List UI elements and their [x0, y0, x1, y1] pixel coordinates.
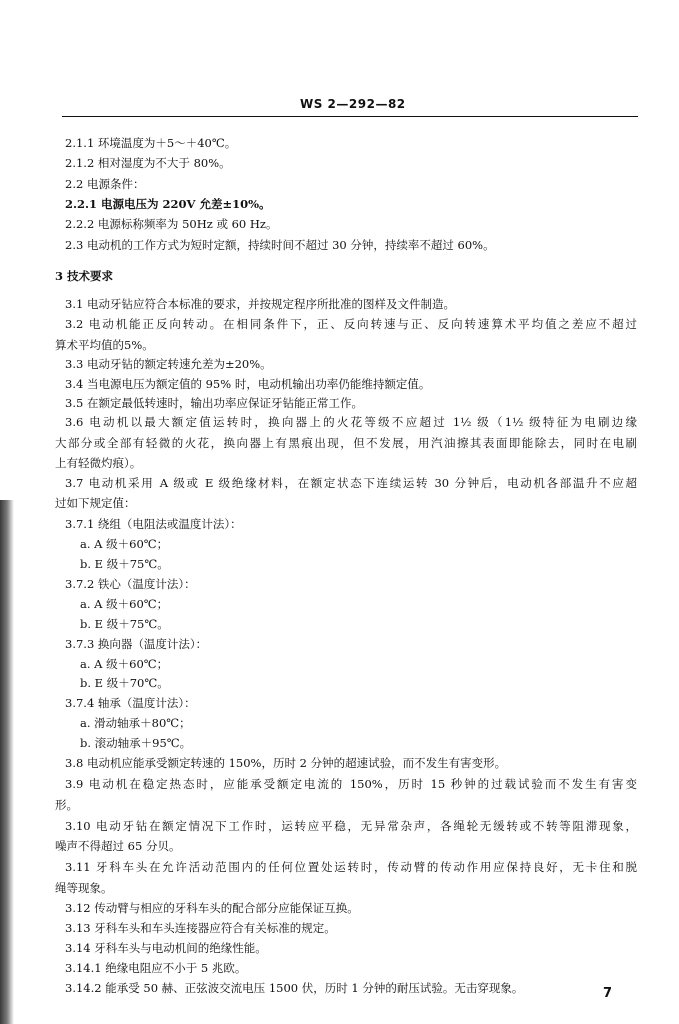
binding-shadow — [0, 500, 14, 1024]
text-line: 3.7.3 换向器（温度计法）： — [65, 637, 208, 651]
text-line: 3.1 电动牙钻应符合本标准的要求，并按规定程序所批准的图样及文件制造。 — [65, 297, 455, 311]
text-line: 3.14 牙科车头与电动机间的绝缘性能。 — [65, 941, 267, 955]
section-heading: 3 技术要求 — [55, 269, 114, 283]
list-item: b. 滚动轴承＋95℃。 — [80, 736, 192, 750]
text-line: 3.12 传动臂与相应的牙科车头的配合部分应能保证互换。 — [65, 901, 359, 915]
page-number: 7 — [603, 986, 613, 1001]
text-line: 噪声不得超过 65 分贝。 — [55, 839, 181, 853]
text-line: 3.14.1 绝缘电阻应不小于 5 兆欧。 — [65, 961, 247, 975]
text-line: 3.8 电动机应能承受额定转速的 150%，历时 2 分钟的超速试验，而不发生有害变形。 — [65, 756, 507, 770]
text-line: 大部分或全部有轻微的火花，换向器上有黑痕出现，但不发展，用汽油擦其表面即能除去，同时在电刷 — [55, 436, 637, 450]
text-line: 上有轻微灼痕）。 — [55, 456, 142, 470]
list-item: b. E 级＋75℃。 — [80, 557, 169, 571]
list-item: b. E 级＋70℃。 — [80, 676, 169, 690]
text-line: 3.5 在额定最低转速时，输出功率应保证牙钻能正常工作。 — [65, 396, 363, 410]
text-line: 形。 — [55, 798, 78, 812]
text-line: 3.3 电动牙钻的额定转速允差为±20%。 — [65, 357, 272, 371]
text-line: 2.1.2 相对湿度为不大于 80%。 — [65, 156, 231, 170]
text-line: 3.7.4 轴承（温度计法）： — [65, 696, 196, 710]
text-line: 3.7 电动机采用 A 级或 E 级绝缘材料，在额定状态下连续运转 30 分钟后，电动机各部温升不应超 — [65, 476, 637, 490]
text-line: 3.6 电动机以最大额定值运转时，换向器上的火花等级不应超过 1½ 级（1½ 级特征为电刷边缘 — [65, 415, 637, 429]
list-item: b. E 级＋75℃。 — [80, 617, 169, 631]
text-line: 2.2 电源条件： — [65, 177, 145, 191]
text-line: 3.4 当电源电压为额定值的 95% 时，电动机输出功率仍能维持额定值。 — [65, 377, 431, 391]
text-line: 2.1.1 环境温度为＋5～＋40℃。 — [65, 136, 237, 150]
text-line: 算术平均值的5%。 — [55, 338, 154, 352]
text-line: 3.14.2 能承受 50 赫、正弦波交流电压 1500 伏，历时 1 分钟的耐压试验。无击穿现象。 — [65, 981, 524, 995]
text-line: 3.9 电动机在稳定热态时，应能承受额定电流的 150%，历时 15 秒钟的过载试验而不发生有害变 — [65, 777, 637, 791]
text-line: 2.2.2 电源标称频率为 50Hz 或 60 Hz。 — [65, 217, 278, 231]
list-item: a. A 级＋60℃； — [80, 657, 169, 671]
list-item: a. A 级＋60℃； — [80, 597, 169, 611]
text-line: 3.13 牙科车头和车头连接器应符合有关标准的规定。 — [65, 921, 336, 935]
text-line: 3.2 电动机能正反向转动。在相同条件下，正、反向转速与正、反向转速算术平均值之差应不超过 — [65, 317, 637, 331]
text-line: 3.10 电动牙钻在额定情况下工作时，运转应平稳，无异常杂声，各绳轮无缓转或不转等阻滞现象， — [65, 819, 637, 833]
text-line: 3.7.2 铁心（温度计法）： — [65, 577, 196, 591]
text-line: 绳等现象。 — [55, 881, 113, 895]
header-rule — [62, 116, 638, 117]
list-item: a. 滑动轴承＋80℃； — [80, 716, 191, 730]
text-line: 2.3 电动机的工作方式为短时定额，持续时间不超过 30 分钟，持续率不超过 60%。 — [65, 238, 495, 252]
list-item: a. A 级＋60℃； — [80, 537, 169, 551]
text-line: 2.2.1 电源电压为 220V 允差±10%。 — [65, 197, 271, 211]
text-line: 过如下规定值： — [55, 496, 136, 510]
text-line: 3.11 牙科车头在允许活动范围内的任何位置处运转时，传动臂的传动作用应保持良好，无卡住和脱 — [65, 860, 637, 874]
text-line: 3.7.1 绕组（电阻法或温度计法）： — [65, 517, 242, 531]
document-code: WS 2—292—82 — [300, 97, 406, 111]
